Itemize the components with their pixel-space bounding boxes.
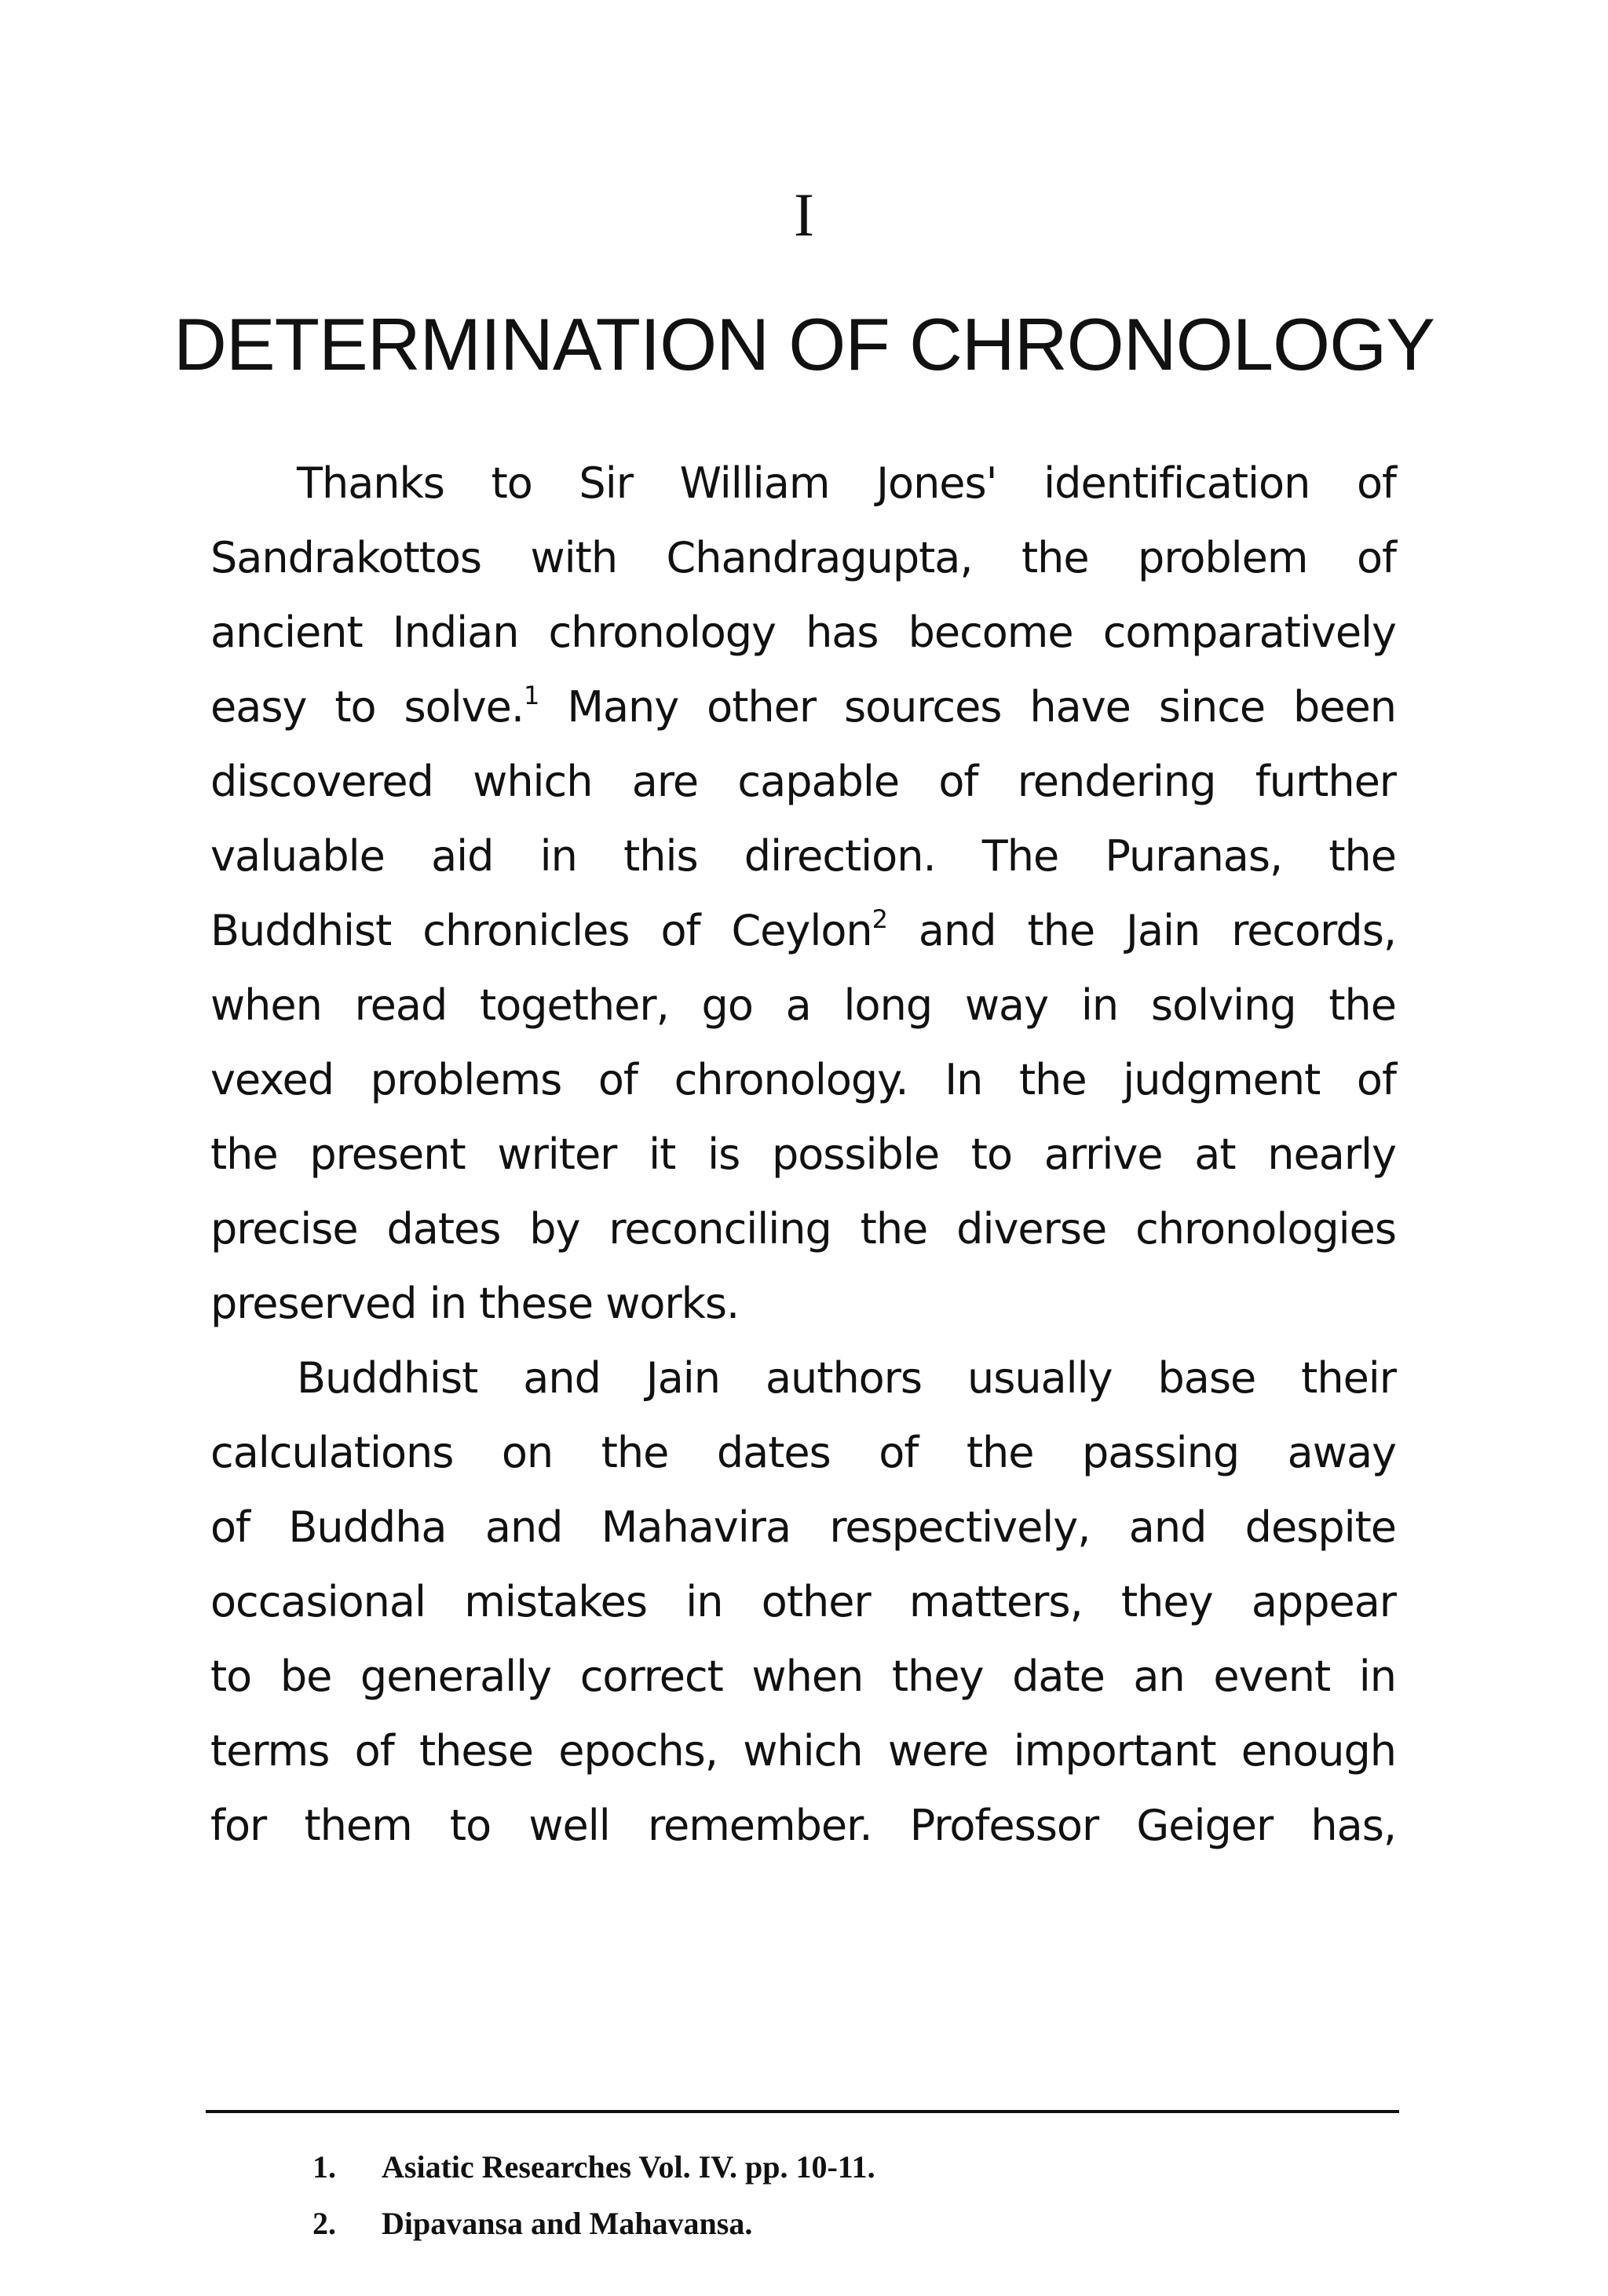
- text-line: the present writer it is possible to arrive at nearly: [210, 1130, 1396, 1179]
- text-line: ancient Indian chronology has become comparatively: [210, 608, 1396, 657]
- footnote-number: 1.: [312, 2149, 336, 2185]
- text-line: precise dates by reconciling the diverse chronologies: [210, 1204, 1396, 1254]
- paragraph-1: [210, 446, 1396, 1341]
- text-line: vexed problems of chronology. In the judgment of: [210, 1055, 1396, 1104]
- line-text: easy to solve.: [210, 682, 524, 732]
- text-line: preserved in these works.: [210, 1279, 740, 1328]
- text-line: when read together, go a long way in solving the: [210, 980, 1396, 1030]
- line-text: Buddhist chronicles of Ceylon: [210, 906, 872, 955]
- text-line: valuable aid in this direction. The Puranas, the: [210, 831, 1396, 881]
- footnote-1: [312, 2139, 875, 2196]
- footnote-text: Asiatic Researches Vol. IV. pp. 10-11.: [382, 2149, 875, 2185]
- chapter-number: I: [794, 181, 814, 249]
- footnote-number: 2.: [312, 2206, 336, 2241]
- paragraph-2: [210, 1341, 1396, 1863]
- footnote-2: [312, 2196, 875, 2252]
- footnote-marker-2: 2: [872, 904, 887, 934]
- line-text: Many other sources have since been: [539, 682, 1397, 732]
- text-line: terms of these epochs, which were important enough: [210, 1726, 1396, 1776]
- line-text: and the Jain records,: [886, 906, 1396, 955]
- text-line: Thanks to Sir William Jones' identification of: [297, 458, 1396, 508]
- footnote-text: Dipavansa and Mahavansa.: [382, 2206, 753, 2241]
- text-line: for them to well remember. Professor Geiger has,: [210, 1801, 1396, 1850]
- text-line: Buddhist and Jain authors usually base their: [297, 1353, 1396, 1403]
- text-line: discovered which are capable of rendering further: [210, 757, 1396, 806]
- footnotes: [312, 2139, 875, 2252]
- chapter-title: DETERMINATION OF CHRONOLOGY: [174, 303, 1434, 385]
- footnote-marker-1: 1: [524, 681, 539, 710]
- text-line: calculations on the dates of the passing away: [210, 1428, 1396, 1477]
- text-line: occasional mistakes in other matters, they appear: [210, 1577, 1396, 1626]
- footnote-rule: [206, 2110, 1399, 2113]
- text-line: of Buddha and Mahavira respectively, and despite: [210, 1502, 1396, 1552]
- text-line: [210, 670, 1396, 744]
- text-line: to be generally correct when they date an event in: [210, 1652, 1396, 1701]
- text-line: [210, 893, 1396, 968]
- text-line: Sandrakottos with Chandragupta, the problem of: [210, 533, 1396, 582]
